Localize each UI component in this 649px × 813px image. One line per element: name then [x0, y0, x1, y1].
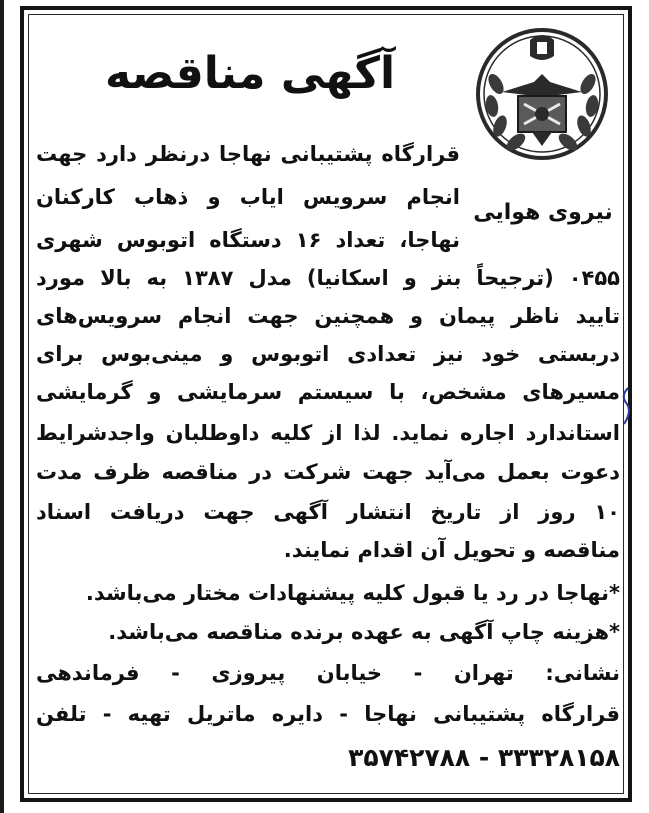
notice-title: آگهی مناقصه: [104, 48, 396, 99]
body-line: ۱۰ روز از تاریخ انتشار آگهی جهت دریافت اسناد: [36, 500, 620, 524]
body-line: مناقصه و تحویل آن اقدام نمایند.: [283, 538, 620, 562]
page-edge-rule: [0, 0, 4, 813]
address-line: نشانی: تهران - خیابان پیروزی - فرماندهی: [36, 661, 620, 685]
body-line: انجام سرویس ایاب و ذهاب کارکنان: [36, 185, 460, 209]
organization-label: نیروی هوایی: [473, 200, 613, 225]
rejection-clause: *نهاجا در رد یا قبول کلیه پیشنهادات مختار می‌باشد.: [85, 581, 620, 605]
cost-clause: *هزینه چاپ آگهی به عهده برنده مناقصه می‌باشد.: [108, 620, 620, 644]
body-line: قرارگاه پشتیبانی نهاجا درنظر دارد جهت: [36, 142, 460, 166]
body-line: استاندارد اجاره نماید. لذا از کلیه داوطلبان واجدشرایط: [36, 421, 620, 445]
body-line: دربستی خود نیز تعدادی اتوبوس و مینی‌بوس برای: [36, 342, 620, 366]
phone-numbers: ۳۵۷۴۲۷۸۸ - ۳۳۳۲۸۱۵۸: [348, 743, 620, 772]
pen-mark-icon: [618, 386, 632, 426]
body-line: نهاجا، تعداد ۱۶ دستگاه اتوبوس شهری: [36, 228, 460, 252]
body-line: مسیرهای مشخص، با سیستم سرمایشی و گرمایشی: [36, 380, 620, 404]
air-force-emblem-icon: [474, 26, 610, 162]
body-line: ۰۴۵۵ (ترجیحاً بنز و اسکانیا) مدل ۱۳۸۷ به بالا مورد: [36, 266, 620, 290]
body-line: دعوت بعمل می‌آید جهت شرکت در مناقصه ظرف مدت: [36, 460, 620, 484]
body-line: تایید ناظر پیمان و همچنین جهت انجام سرویس‌های: [36, 304, 620, 328]
address-line: قرارگاه پشتیبانی نهاجا - دایره ماتریل تهیه - تلفن: [36, 702, 620, 726]
